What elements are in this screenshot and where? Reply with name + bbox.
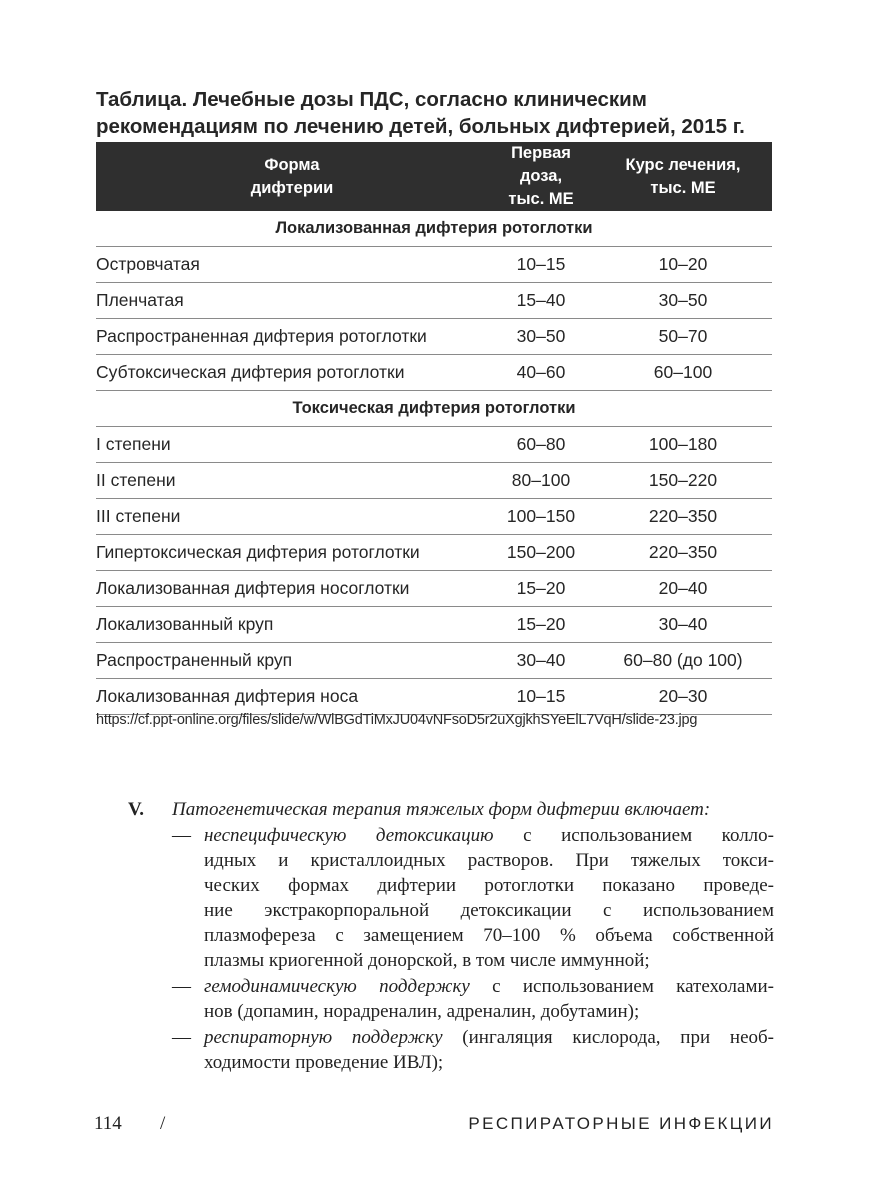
item-term: респираторную поддержку [204,1027,443,1048]
form-cell: Гипертоксическая дифтерия ротоглотки [96,535,488,571]
dose-table [96,142,772,715]
table-row [96,247,772,283]
page-number: 114 [94,1113,122,1134]
section-label: Локализованная дифтерия ротоглотки [96,211,772,247]
section-v [128,797,774,1076]
course-cell: 20–30 [594,679,772,715]
first-dose-cell: 15–20 [488,571,594,607]
table-row [96,283,772,319]
section-label: Токсическая дифтерия ротоглотки [96,391,772,427]
form-cell: Распространенная дифтерия ротоглотки [96,319,488,355]
caption-line-2: рекомендациям по лечению детей, больных дифтерией, 2015 г. [96,115,745,138]
first-dose-cell: 15–40 [488,283,594,319]
list-item: — респираторную поддержку (ингаляция кислорода, при необ- ходимости проведение ИВЛ); [172,1027,774,1073]
course-cell: 20–40 [594,571,772,607]
form-cell: I степени [96,427,488,463]
dash-bullet: — [172,825,191,846]
course-cell: 10–20 [594,247,772,283]
form-cell: II степени [96,463,488,499]
caption-line-1: Таблица. Лечебные дозы ПДС, согласно клиническим [96,88,647,111]
dash-bullet: — [172,1027,191,1048]
table-row [96,607,772,643]
header-course: Курс лечения, тыс. МЕ [594,142,772,211]
course-cell: 100–180 [594,427,772,463]
header-first-dose: Первая доза, тыс. МЕ [488,142,594,211]
table-row [96,535,772,571]
section-number: V. [128,799,145,820]
item-term: неспецифическую детоксикацию [204,825,494,846]
form-cell: III степени [96,499,488,535]
first-dose-cell: 100–150 [488,499,594,535]
course-cell: 30–50 [594,283,772,319]
first-dose-cell: 30–50 [488,319,594,355]
running-section-title: РЕСПИРАТОРНЫЕ ИНФЕКЦИИ [468,1114,774,1133]
first-dose-cell: 40–60 [488,355,594,391]
dash-bullet: — [172,976,191,997]
table-row [96,427,772,463]
form-cell: Островчатая [96,247,488,283]
section-v-heading [128,797,774,822]
form-cell: Локализованный круп [96,607,488,643]
course-cell: 150–220 [594,463,772,499]
form-cell: Распространенный круп [96,643,488,679]
section-row-localized [96,211,772,247]
item-term: гемодинамическую поддержку [204,976,470,997]
header-form: Форма дифтерии [96,142,488,211]
first-dose-cell: 150–200 [488,535,594,571]
first-dose-cell: 10–15 [488,679,594,715]
table-header-row [96,142,772,211]
table-row [96,499,772,535]
form-cell: Пленчатая [96,283,488,319]
table-row [96,571,772,607]
first-dose-cell: 10–15 [488,247,594,283]
section-row-toxic [96,391,772,427]
table-row [96,643,772,679]
form-cell: Локализованная дифтерия носоглотки [96,571,488,607]
table-caption [96,86,796,140]
list-item: — гемодинамическую поддержку с использованием катехолами- нов (допамин, норадреналин, адреналин, добутамин); [172,976,774,1022]
first-dose-cell: 15–20 [488,607,594,643]
table-row [96,355,772,391]
list-item: — неспецифическую детоксикацию с использованием колло- идных и кристаллоидных растворов. При тяжелых токси- ческих формах дифтерии ротоглотки показано проведе- ние экстракорпоральной детоксикации с использованием плазмофереза с замещением 70–100 % объема собственной плазмы криогенной донорской, в том числе иммунной; [172,825,774,971]
section-heading-text: Патогенетическая терапия тяжелых форм дифтерии включает: [172,799,711,820]
course-cell: 220–350 [594,499,772,535]
first-dose-cell: 30–40 [488,643,594,679]
table-row [96,463,772,499]
course-cell: 60–100 [594,355,772,391]
form-cell: Локализованная дифтерия носа [96,679,488,715]
first-dose-cell: 80–100 [488,463,594,499]
course-cell: 50–70 [594,319,772,355]
course-cell: 220–350 [594,535,772,571]
page-footer [94,1113,774,1137]
table-row [96,679,772,715]
form-cell: Субтоксическая дифтерия ротоглотки [96,355,488,391]
first-dose-cell: 60–80 [488,427,594,463]
footer-separator: / [160,1113,166,1134]
table-row [96,319,772,355]
source-url: https://cf.ppt-online.org/files/slide/w/WlBGdTiMxJU04vNFsoD5r2uXgjkhSYeElL7VqH/slide-23.jpg [96,712,698,728]
course-cell: 30–40 [594,607,772,643]
course-cell: 60–80 (до 100) [594,643,772,679]
